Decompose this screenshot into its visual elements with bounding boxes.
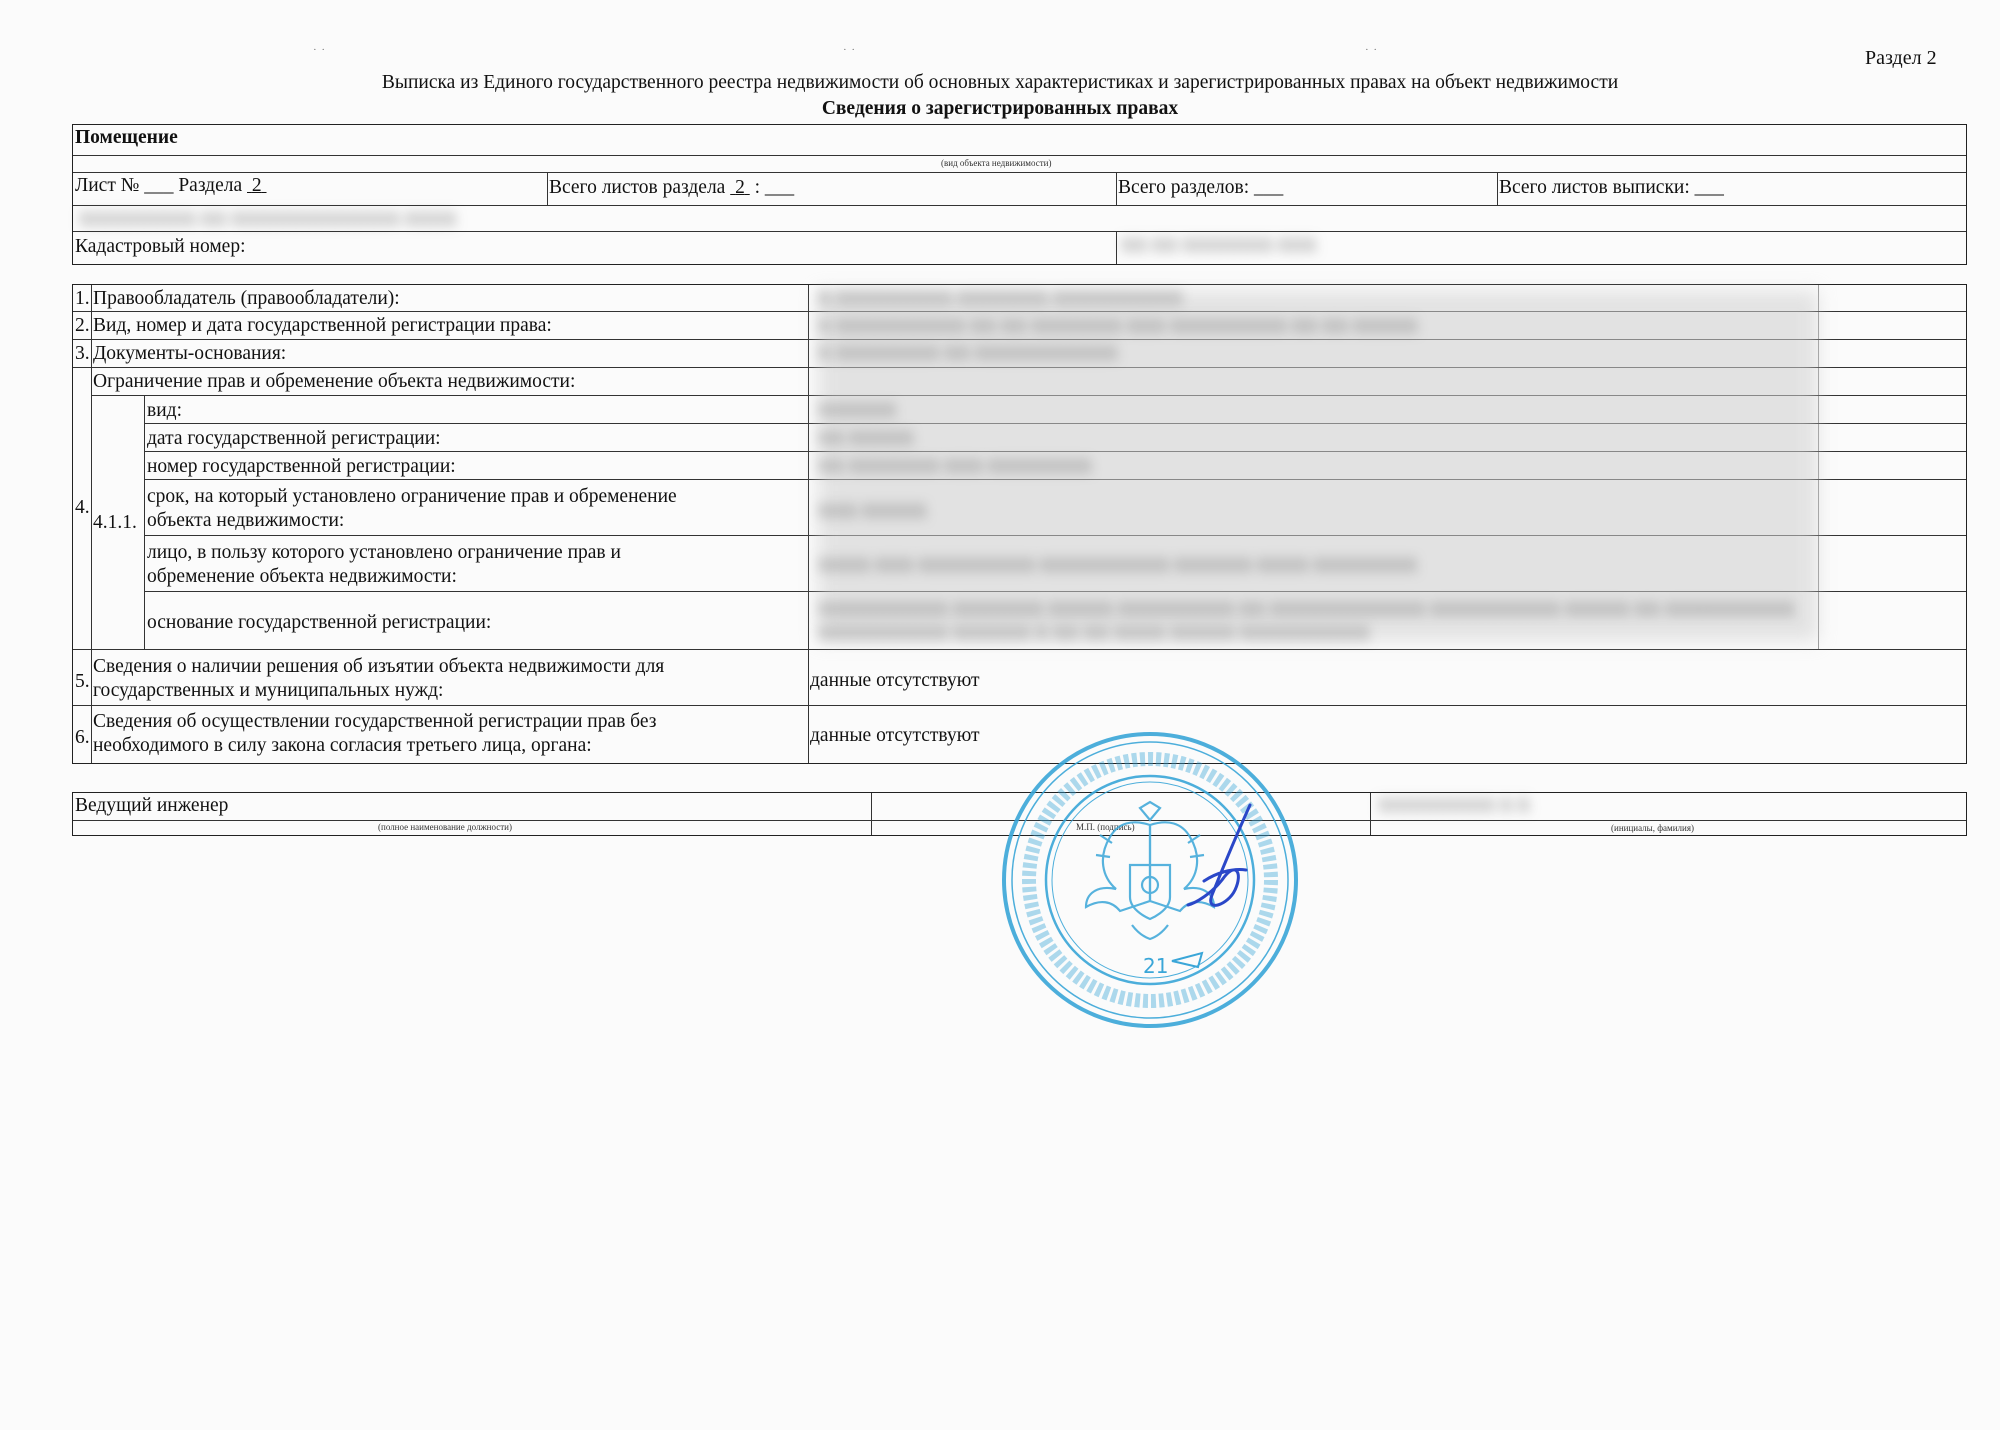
restriction-number-label: номер государственной регистрации:	[147, 456, 456, 477]
redacted-engineer-name: XXXXXXXXX X X	[1378, 795, 1530, 815]
row-4-sub-number: 4.1.1.	[93, 512, 137, 533]
redacted-restriction-date: XX XXXXX	[818, 428, 914, 448]
row-2-label: Вид, номер и дата государственной регистрации права:	[93, 315, 552, 336]
redacted-cadastral-number: XX XX XXXXXXX XXX	[1121, 235, 1317, 255]
row-6-label-1: Сведения об осуществлении государственной регистрации прав без	[93, 711, 657, 732]
sheet-number-label: Лист № ___ Раздела 2	[75, 175, 262, 196]
row-6-label-2: необходимого в силу закона согласия третьего лица, органа:	[93, 735, 592, 756]
redacted-restriction-type: XXXXXX	[818, 400, 896, 420]
document-subtitle: Сведения о зарегистрированных правах	[821, 98, 1179, 119]
row-6-value: данные отсутствуют	[810, 725, 980, 746]
row-5-label-1: Сведения о наличии решения об изъятии объекта недвижимости для	[93, 656, 665, 677]
row-3-number: 3.	[75, 343, 90, 364]
restriction-basis-label: основание государственной регистрации:	[147, 612, 492, 633]
total-sections: Всего разделов: ___	[1118, 177, 1284, 198]
cadastral-label: Кадастровый номер:	[75, 236, 246, 257]
row-6-number: 6.	[75, 727, 90, 748]
section-number: 2	[251, 175, 262, 196]
name-caption: (инициалы, фамилия)	[1611, 823, 1694, 833]
redacted-holder: X XXXXXXXXX XXXXXXX XXXXXXXXXX	[818, 288, 1183, 308]
row-5-number: 5.	[75, 671, 90, 692]
scan-artifact: · ·	[313, 44, 327, 56]
coat-of-arms-icon	[1086, 802, 1214, 939]
restriction-type-label: вид:	[147, 400, 182, 421]
restriction-term-label-2: объекта недвижимости:	[147, 510, 345, 531]
row-1-label: Правообладатель (правообладатели):	[93, 288, 400, 309]
total-section-sheets: Всего листов раздела 2 : ___	[549, 177, 795, 198]
position-caption: (полное наименование должности)	[378, 822, 512, 832]
position-title: Ведущий инженер	[75, 795, 229, 816]
restriction-term-label-1: срок, на который установлено ограничение прав и обременение	[147, 486, 677, 507]
seal-number: 21	[1143, 954, 1169, 978]
scan-artifact: · ·	[1365, 44, 1379, 56]
redacted-restriction-term: XXX XXXXX	[818, 501, 927, 521]
rights-table	[72, 284, 1967, 764]
restriction-beneficiary-label-2: обременение объекта недвижимости:	[147, 566, 457, 587]
row-3-label: Документы-основания:	[93, 343, 287, 364]
row-4-label: Ограничение прав и обременение объекта недвижимости:	[93, 371, 576, 392]
header-table	[72, 124, 1967, 265]
scan-artifact: · ·	[843, 44, 857, 56]
official-seal-stamp	[1000, 725, 1310, 1035]
redacted-right: X XXXXXXXXXX XX XX XXXXXXX XXX XXXXXXXXX XX XX XXXXX	[818, 316, 1418, 336]
redacted-basis-2: XXXXXXXXXX XXXXXX X XX XX XXXX XXXXX XXXXXXXXXX	[818, 623, 1370, 643]
redacted-documents: X XXXXXXXX XX XXXXXXXXXXX	[818, 343, 1118, 363]
total-extract-sheets: Всего листов выписки: ___	[1499, 177, 1724, 198]
redacted-basis-1: XXXXXXXXXX XXXXXXX XXXXX XXXXXXXXX XX XXXXXXXXXXXX XXXXXXXXXX XXXXX XX XXXXXXXXXX	[818, 599, 1795, 619]
restriction-date-label: дата государственной регистрации:	[147, 428, 441, 449]
object-type: Помещение	[75, 127, 178, 148]
redacted-restriction-number: XX XXXXXXX XXX XXXXXXXX	[818, 456, 1092, 476]
restriction-beneficiary-label-1: лицо, в пользу которого установлено ограничение прав и	[147, 542, 621, 563]
document-title: Выписка из Единого государственного реестра недвижимости об основных характеристиках и зарегистрированных правах на объект недвижимости	[381, 72, 1619, 93]
row-5-label-2: государственных и муниципальных нужд:	[93, 680, 444, 701]
redacted-date: XXXXXXXXX XX XXXXXXXXXXXXX XXXX	[79, 209, 457, 229]
row-5-value: данные отсутствуют	[810, 670, 980, 691]
section-label: Раздел 2	[1865, 47, 1937, 69]
row-1-number: 1.	[75, 288, 90, 309]
row-4-number: 4.	[75, 497, 90, 518]
object-type-caption: (вид объекта недвижимости)	[941, 158, 1052, 168]
row-2-number: 2.	[75, 315, 90, 336]
seal-caption: М.П. (подпись)	[1076, 822, 1135, 832]
redacted-beneficiary: XXXX XXX XXXXXXXXX XXXXXXXXXX XXXXXX XXXX XXXXXXXX	[818, 555, 1417, 575]
